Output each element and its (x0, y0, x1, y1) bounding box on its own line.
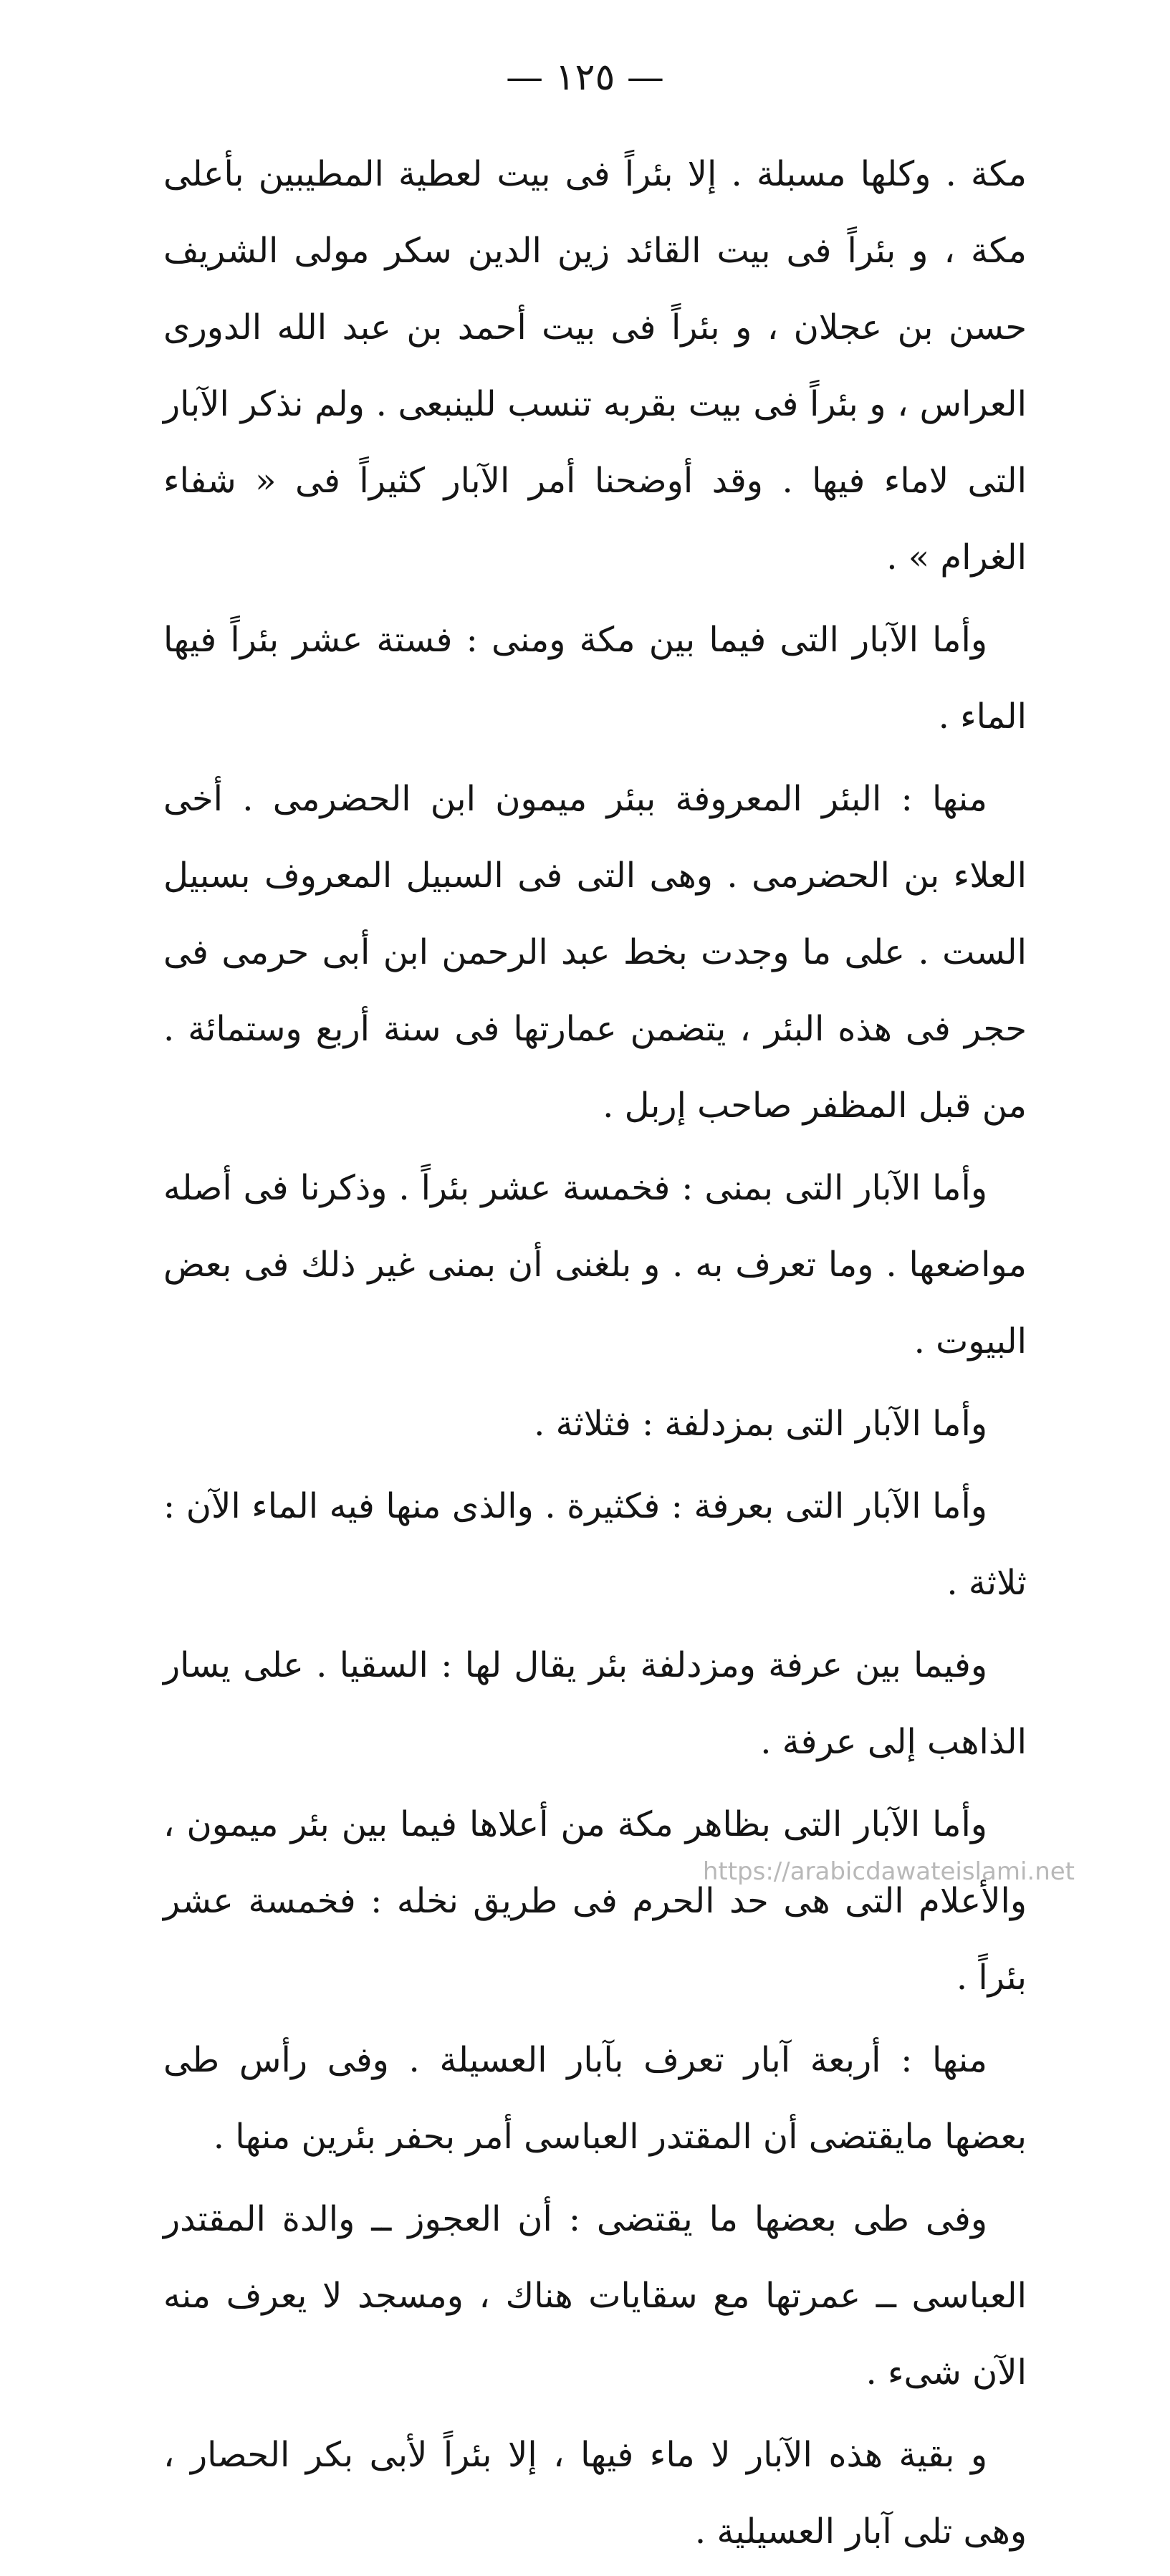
paragraph: و بقية هذه الآبار لا ماء فيها ، إلا بئراً لأبى بكر الحصار ، وهى تلى آبار العسيلية . (163, 2435, 1027, 2552)
paragraph: وأما الآبار التى بمزدلفة : فثلاثة . (534, 1404, 987, 1444)
paragraph: وفى طى بعضها ما يقتضى : أن العجوز ــ والدة المقتدر العباسى ــ عمرتها مع سقايات هناك ، ومسجد لا يعرف منه الآن شىء . (163, 2199, 1027, 2393)
paragraph: منها : البئر المعروفة ببئر ميمون ابن الحضرمى . أخى العلاء بن الحضرمى . وهى التى فى السبيل المعروف بسبيل الست . على ما وجدت بخط عبد الرحمن ابن أبى حرمى فى حجر فى هذه البئر ، يتضمن عمارتها فى سنة أربع وستمائة . من قبل المظفر صاحب إربل . (163, 779, 1027, 1126)
page-number: — ١٢٥ — (506, 56, 664, 99)
watermark-url: https://arabicdawateislami.net (702, 1857, 1075, 1886)
paragraph: منها : أربعة آبار تعرف بآبار العسيلة . وفى رأس طى بعضها مايقتضى أن المقتدر العباسى أمر بحفر بئرين منها . (163, 2040, 1027, 2157)
text-body (163, 136, 1027, 2576)
paragraph: وأما الآبار التى بظاهر مكة من أعلاها فيما بين بئر ميمون ، والأعلام التى هى حد الحرم فى طريق نخله : فخمسة عشر بئراً . (163, 1804, 1027, 1998)
paragraph: وفيما بين عرفة ومزدلفة بئر يقال لها : السقيا . على يسار الذاهب إلى عرفة . (163, 1645, 1027, 1762)
paragraph: وأما الآبار التى فيما بين مكة ومنى : فستة عشر بئراً فيها الماء . (163, 620, 1027, 737)
paragraph: مكة . وكلها مسبلة . إلا بئراً فى بيت لعطية المطيبين بأعلى مكة ، و بئراً فى بيت القائد زين الدين سكر مولى الشريف حسن بن عجلان ، و بئراً فى بيت أحمد بن عبد الله الدورى العراس ، و بئراً فى بيت بقربه تنسب للينبعى . ولم نذكر الآبار التى لاماء فيها . وقد أوضحنا أمر الآبار كثيراً فى « شفاء الغرام » . (163, 154, 1027, 578)
paragraph: وأما الآبار التى بعرفة : فكثيرة . والذى منها فيه الماء الآن : ثلاثة . (163, 1486, 1027, 1603)
paragraph: وأما الآبار التى بمنى : فخمسة عشر بئراً . وذكرنا فى أصله مواضعها . وما تعرف به . و بلغنى أن بمنى غير ذلك فى بعض البيوت . (163, 1168, 1027, 1361)
